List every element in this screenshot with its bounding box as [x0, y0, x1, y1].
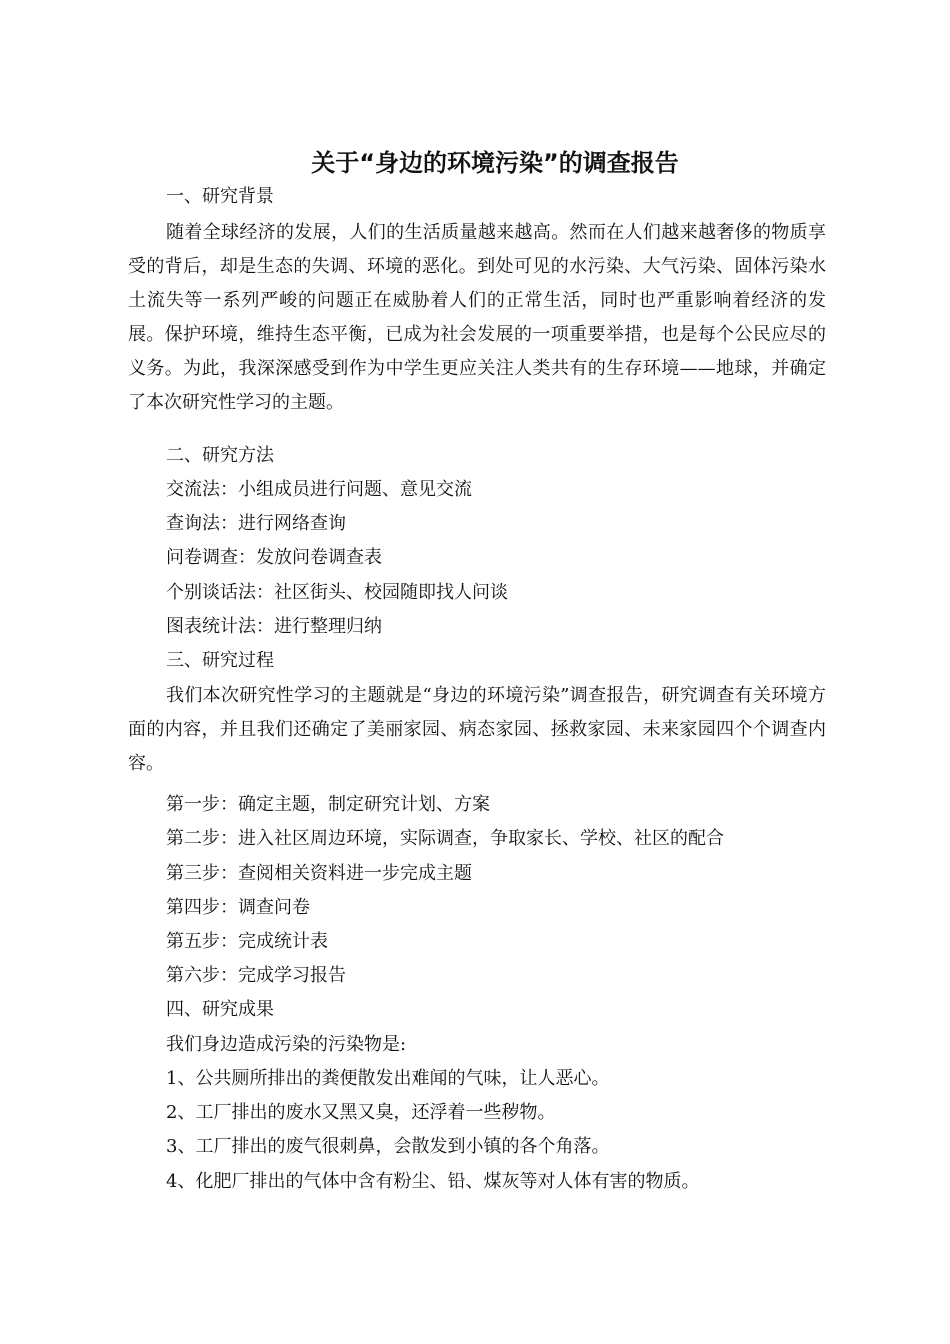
step-item: 第二步：进入社区周边环境，实际调查，争取家长、学校、社区的配合	[166, 828, 724, 849]
process-paragraph: 我们本次研究性学习的主题就是“身边的环境污染”调查报告，研究调查有关环境方面的内容，并且我们还确定了美丽家园、病态家园、拯救家园、未来家园四个个调查内容。	[128, 685, 826, 774]
method-item: 查询法：进行网络查询	[166, 513, 346, 534]
step-item: 第四步：调查问卷	[166, 897, 310, 918]
background-paragraph: 随着全球经济的发展，人们的生活质量越来越高。然而在人们越来越奢侈的物质享受的背后，却是生态的失调、环境的恶化。到处可见的水污染、大气污染、固体污染水土流失等一系列严峻的问题正在威胁着人们的正常生活，同时也严重影响着经济的发展。保护环境，维持生态平衡，已成为社会发展的一项重要举措，也是每个公民应尽的义务。为此，我深深感受到作为中学生更应关注人类共有的生存环境——地球，并确定了本次研究性学习的主题。	[128, 222, 826, 413]
result-item: 1、公共厕所排出的粪便散发出难闻的气味，让人恶心。	[166, 1068, 610, 1089]
section-heading-methods: 二、研究方法	[166, 445, 274, 466]
section-heading-results: 四、研究成果	[166, 999, 274, 1020]
method-item: 个别谈话法：社区街头、校园随即找人问谈	[166, 582, 508, 603]
result-item: 4、化肥厂排出的气体中含有粉尘、铅、煤灰等对人体有害的物质。	[166, 1171, 700, 1192]
result-item: 3、工厂排出的废气很刺鼻，会散发到小镇的各个角落。	[166, 1136, 610, 1157]
document-title: 关于“身边的环境污染”的调查报告	[311, 149, 679, 177]
step-item: 第五步：完成统计表	[166, 931, 328, 952]
step-item: 第六步：完成学习报告	[166, 965, 346, 986]
section-heading-process: 三、研究过程	[166, 650, 274, 671]
step-item: 第三步：查阅相关资料进一步完成主题	[166, 863, 472, 884]
method-item: 问卷调查：发放问卷调查表	[166, 547, 382, 568]
method-item: 图表统计法：进行整理归纳	[166, 616, 382, 637]
section-heading-background: 一、研究背景	[166, 186, 274, 207]
result-item: 2、工厂排出的废水又黑又臭，还浮着一些秽物。	[166, 1102, 556, 1123]
results-intro: 我们身边造成污染的污染物是:	[166, 1034, 407, 1055]
step-item: 第一步：确定主题，制定研究计划、方案	[166, 794, 490, 815]
method-item: 交流法：小组成员进行问题、意见交流	[166, 479, 472, 500]
